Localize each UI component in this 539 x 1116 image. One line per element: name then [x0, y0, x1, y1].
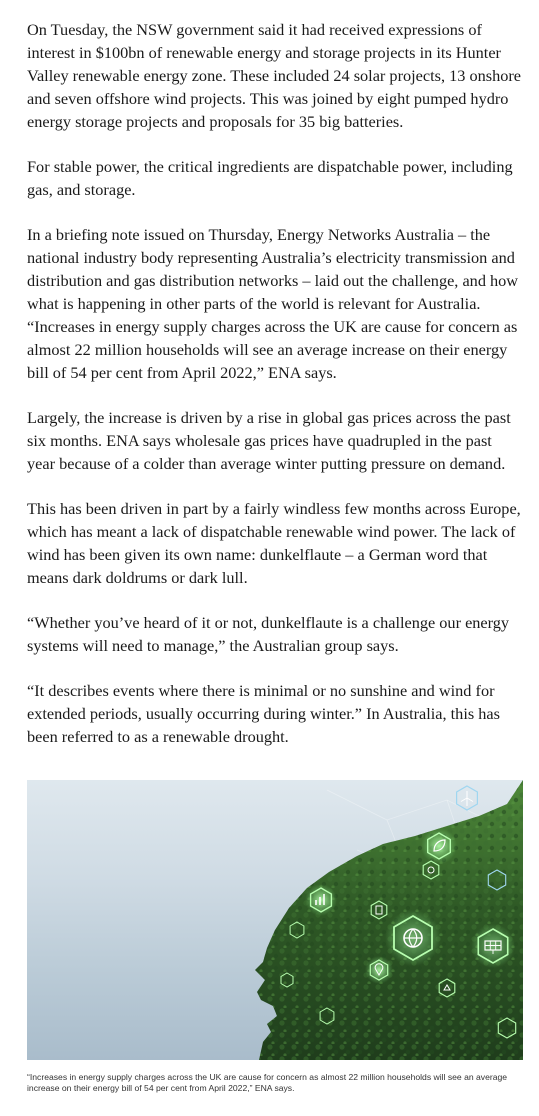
chart-icon: [305, 884, 337, 916]
wind-turbine-icon: [457, 786, 478, 810]
paragraph: “Whether you’ve heard of it or not, dunkelflaute is a challenge our energy systems will need to manage,” the Australian group says.: [27, 613, 510, 655]
paragraph: On Tuesday, the NSW government said it had received expressions of interest in $100bn of renewable energy and storage projects in its Hunter Valley renewable energy zone. These included 24 solar projects, 13 onshore and seven offshore wind projects. This was joined by eight pumped hydro energy storage projects and proposals for 35 big batteries.: [27, 20, 522, 131]
paragraph: In a briefing note issued on Thursday, Energy Networks Australia – the national industry body representing Australia’s electricity transmission and distribution and gas distribution networks – laid out the challenge, and how what is happening in other parts of the world is relevant for Australia. “Increases in energy supply charges across the UK are cause for concern as almost 22 million households will see an average increase on their energy bill of 54 per cent from April 2022,” ENA says.: [27, 225, 519, 382]
image-caption: “Increases in energy supply charges across the UK are cause for concern as almost 22 million households will see an average increase on their energy bill of 54 per cent from April 2022,” ENA says.: [27, 1072, 508, 1093]
article-body: [27, 18, 523, 770]
paragraph: “It describes events where there is minimal or no sunshine and wind for extended periods, usually occurring during winter.” In Australia, this has been referred to as a renewable drought.: [27, 681, 500, 746]
location-pin-icon: [365, 956, 393, 984]
forest-head-illustration: [27, 780, 523, 1060]
globe-icon: [385, 910, 441, 966]
paragraph: For stable power, the critical ingredients are dispatchable power, including gas, and storage.: [27, 157, 513, 199]
paragraph: Largely, the increase is driven by a rise in global gas prices across the past six months. ENA says wholesale gas prices have quadrupled in the past year because of a colder than average winter putting pressure on demand.: [27, 408, 511, 473]
paragraph: This has been driven in part by a fairly windless few months across Europe, which has meant a lack of dispatchable renewable wind power. The lack of wind has been given its own name: dunkelflaute – a German word that means dark doldrums or dark lull.: [27, 499, 521, 587]
article-image: [27, 780, 523, 1060]
solar-panel-icon: [471, 924, 515, 968]
leaf-icon: [421, 828, 457, 864]
